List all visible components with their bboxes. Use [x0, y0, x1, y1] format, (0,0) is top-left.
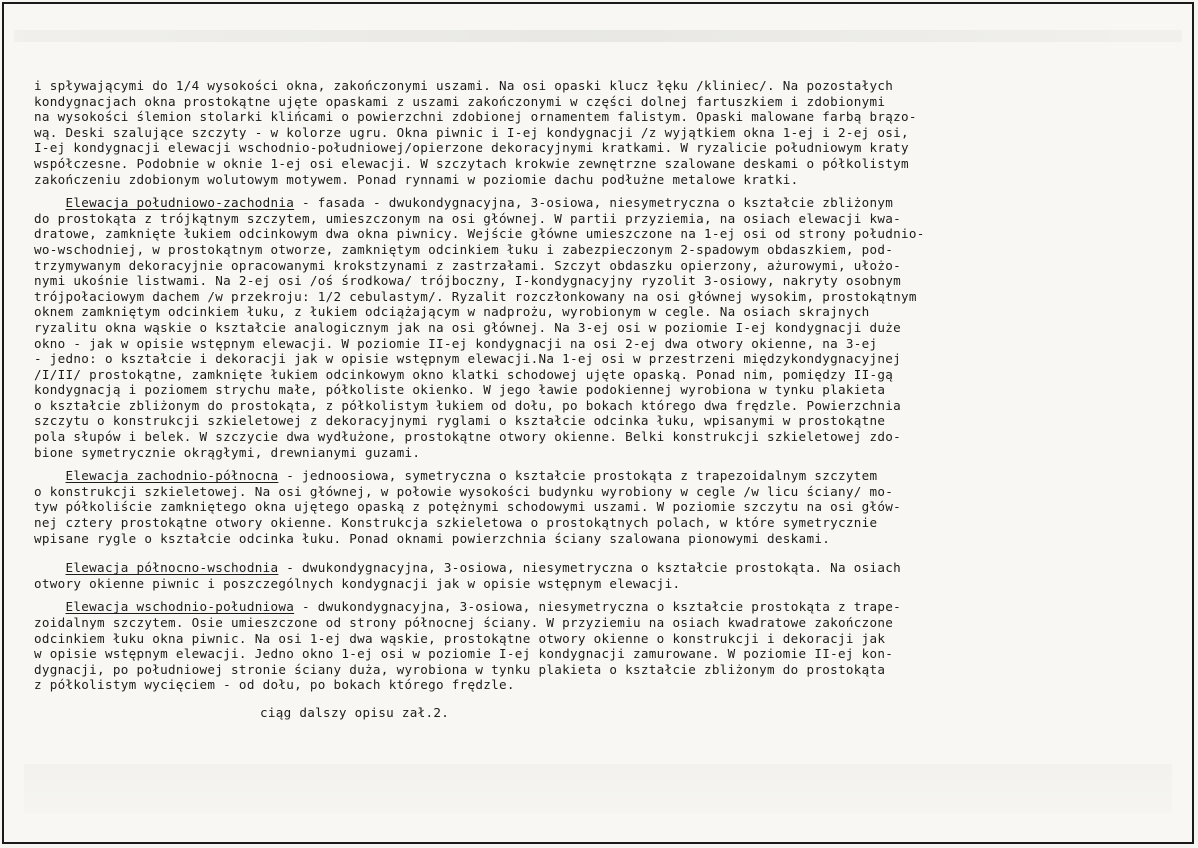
text-line: o kształcie zbliżonym do prostokąta, z półkolistym łukiem od dołu, po bokach którego dwa frędzle. Powierzchnia	[34, 397, 902, 413]
section-heading: Elewacja zachodnio-północna	[65, 468, 279, 484]
text-line: dygnacji, po południowej stronie ściany duża, wyrobiona w tynku plakieta o kształcie zbliżonym do prostokąta	[34, 661, 886, 677]
section-first-line	[34, 599, 1194, 615]
section-heading: Elewacja południowo-zachodnia	[65, 195, 295, 211]
section-west-north	[34, 468, 1194, 546]
section-first-rest: - dwukondygnacyjna, 3-osiowa, niesymetryczna o kształcie prostokąta. Na osiach	[278, 560, 902, 576]
paper-texture	[14, 30, 1182, 42]
document-page	[2, 2, 1194, 844]
section-heading: Elewacja wschodnio-południowa	[65, 599, 295, 615]
text-line: i spływającymi do 1/4 wysokości okna, zakończonymi uszami. Na osi opaski klucz łęku /kliniec/. Na pozostałych	[34, 78, 894, 93]
intro-paragraph	[34, 78, 1194, 187]
document-body	[34, 78, 1194, 721]
section-first-line	[34, 560, 1194, 576]
section-first-rest: - fasada - dwukondygnacyjna, 3-osiowa, niesymetryczna o kształcie zbliżonym	[294, 195, 894, 211]
text-line: tyw półkoliście zamkniętego okna ujętego opaską z potężnymi schodowymi uszami. W poziomie szczytu na osi głów-	[34, 499, 902, 515]
section-first-rest: - jednoosiowa, symetryczna o kształcie prostokąta z trapezoidalnym szczytem	[278, 468, 878, 484]
paper-texture-bottom	[24, 764, 1172, 814]
section-heading: Elewacja północno-wschodnia	[65, 560, 279, 576]
text-line: trzymywanym dekoracyjnie opracowanymi krokstzynami z zastrzałami. Szczyt obdaszku opierzony, ażurowymi, ułożo-	[34, 257, 902, 273]
text-line: w opisie wstępnym elewacji. Jedno okno 1-ej osi w poziomie I-ej kondygnacji zamurowane. W poziomie II-ej kon-	[34, 646, 894, 662]
text-line: /I/II/ prostokątne, zamknięte łukiem odcinkowym okno klatki schodowej ujęte opaską. Ponad nim, pomiędzy II-gą	[34, 366, 894, 382]
text-line: z półkolistym wycięciem - od dołu, po bokach którego frędzle.	[34, 677, 515, 693]
section-first-line	[34, 468, 1194, 484]
text-line: okno - jak w opisie wstępnym elewacji. W poziomie II-ej kondygnacji na osi 2-ej dwa otwory okienne, na 3-ej	[34, 335, 878, 351]
section-first-rest: - dwukondygnacyjna, 3-osiowa, niesymetryczna o kształcie prostokąta z trape-	[294, 599, 902, 615]
continuation-note: ciąg dalszy opisu zał.2.	[260, 704, 450, 720]
text-line: zoidalnym szczytem. Osie umieszczone od strony północnej ściany. W przyziemiu na osiach kwadratowe zakończone	[34, 615, 894, 630]
text-line: wo-wschodniej, w prostokątnym otworze, zamkniętym odcinkiem łuku i zabezpieczonym 2-spadowym obdaszkiem, pod-	[34, 241, 894, 257]
text-line: wą. Deski szalujące szczyty - w kolorze ugru. Okna piwnic i I-ej kondygnacji /z wyjątkiem okna 1-ej i 2-ej osi,	[34, 124, 909, 140]
text-line: wpisane rygle o kształcie odcinka łuku. Ponad oknami powierzchnia ściany szalowana pionowymi deskami.	[34, 530, 831, 546]
text-line: - jedno: o kształcie i dekoracji jak w opisie wstępnym elewacji.Na 1-ej osi w przestrzeni międzykondygnacyjnej	[34, 351, 902, 367]
section-first-line	[34, 195, 1194, 211]
text-line: zakończeniu zdobionym wolutowym motywem. Ponad rynnami w poziomie dachu podłużne metalowe kratki.	[34, 171, 799, 187]
text-line: do prostokąta z trójkątnym szczytem, umieszczonym na osi głównej. W partii przyziemia, na osiach elewacji kwa-	[34, 210, 902, 226]
section-east-south	[34, 599, 1194, 693]
text-line: nej cztery prostokątne otwory okienne. Konstrukcja szkieletowa o prostokątnych polach, w które symetrycznie	[34, 515, 878, 531]
text-line: bione symetrycznie okrągłymi, drewnianymi guzami.	[34, 444, 421, 460]
section-north-east	[34, 560, 1194, 591]
text-line: na wysokości ślemion stolarki klińcami o powierzchni zdobionej ornamentem falistym. Opaski malowane farbą brązo-	[34, 109, 917, 125]
text-line: nymi ukośnie listwami. Na 2-ej osi /oś środkowa/ trójboczny, I-kondygnacyjny ryzolit 3-osiowy, nakryty osobnym	[34, 273, 902, 289]
text-line: trójpołaciowym dachem /w przekroju: 1/2 cebulastym/. Ryzalit rozczłonkowany na osi głównej wysokim, prostokątnym	[34, 288, 917, 304]
section-south-west	[34, 195, 1194, 460]
text-line: I-ej kondygnacji elewacji wschodnio-południowej/opierzone dekoracyjnymi kratkami. W ryzalicie południowym kraty	[34, 140, 909, 156]
text-line: kondygnacjach okna prostokątne ujęte opaskami z uszami zakończonymi w części dolnej fartuszkiem i zdobionymi	[34, 93, 886, 109]
text-line: otwory okienne piwnic i poszczególnych kondygnacji jak w opisie wstępnym elewacji.	[34, 575, 681, 591]
text-line: dratowe, zamknięte łukiem odcinkowym dwa okna piwnicy. Wejście główne umieszczone na 1-ej osi od strony południo-	[34, 226, 925, 242]
text-line: szczytu o konstrukcji szkieletowej z dekoracyjnymi ryglami o kształcie odcinka łuku, wpisanymi w prostokątne	[34, 413, 886, 429]
text-line: o konstrukcji szkieletowej. Na osi głównej, w połowie wysokości budynku wyrobiony w cegle /w licu ściany/ mo-	[34, 483, 894, 499]
text-line: współczesne. Podobnie w oknie 1-ej osi elewacji. W szczytach krokwie zewnętrzne szalowane deskami o półkolistym	[34, 155, 909, 171]
text-line: pola słupów i belek. W szczycie dwa wydłużone, prostokątne otwory okienne. Belki konstrukcji szkieletowej zdo-	[34, 429, 902, 445]
text-line: oknem zamkniętym odcinkiem łuku, z łukiem odciążającym w nadprożu, wyrobionym w cegle. Na osiach skrajnych	[34, 304, 870, 320]
text-line: odcinkiem łuku okna piwnic. Na osi 1-ej dwa wąskie, prostokątne otwory okienne o konstrukcji i dekoracji jak	[34, 630, 886, 646]
text-line: ryzalitu okna wąskie o kształcie analogicznym jak na osi głównej. Na 3-ej osi w poziomie I-ej kondygnacji duże	[34, 319, 902, 335]
text-line: kondygnacją i poziomem strychu małe, półkoliste okienko. W jego ławie podokiennej wyrobiona w tynku plakieta	[34, 382, 886, 398]
